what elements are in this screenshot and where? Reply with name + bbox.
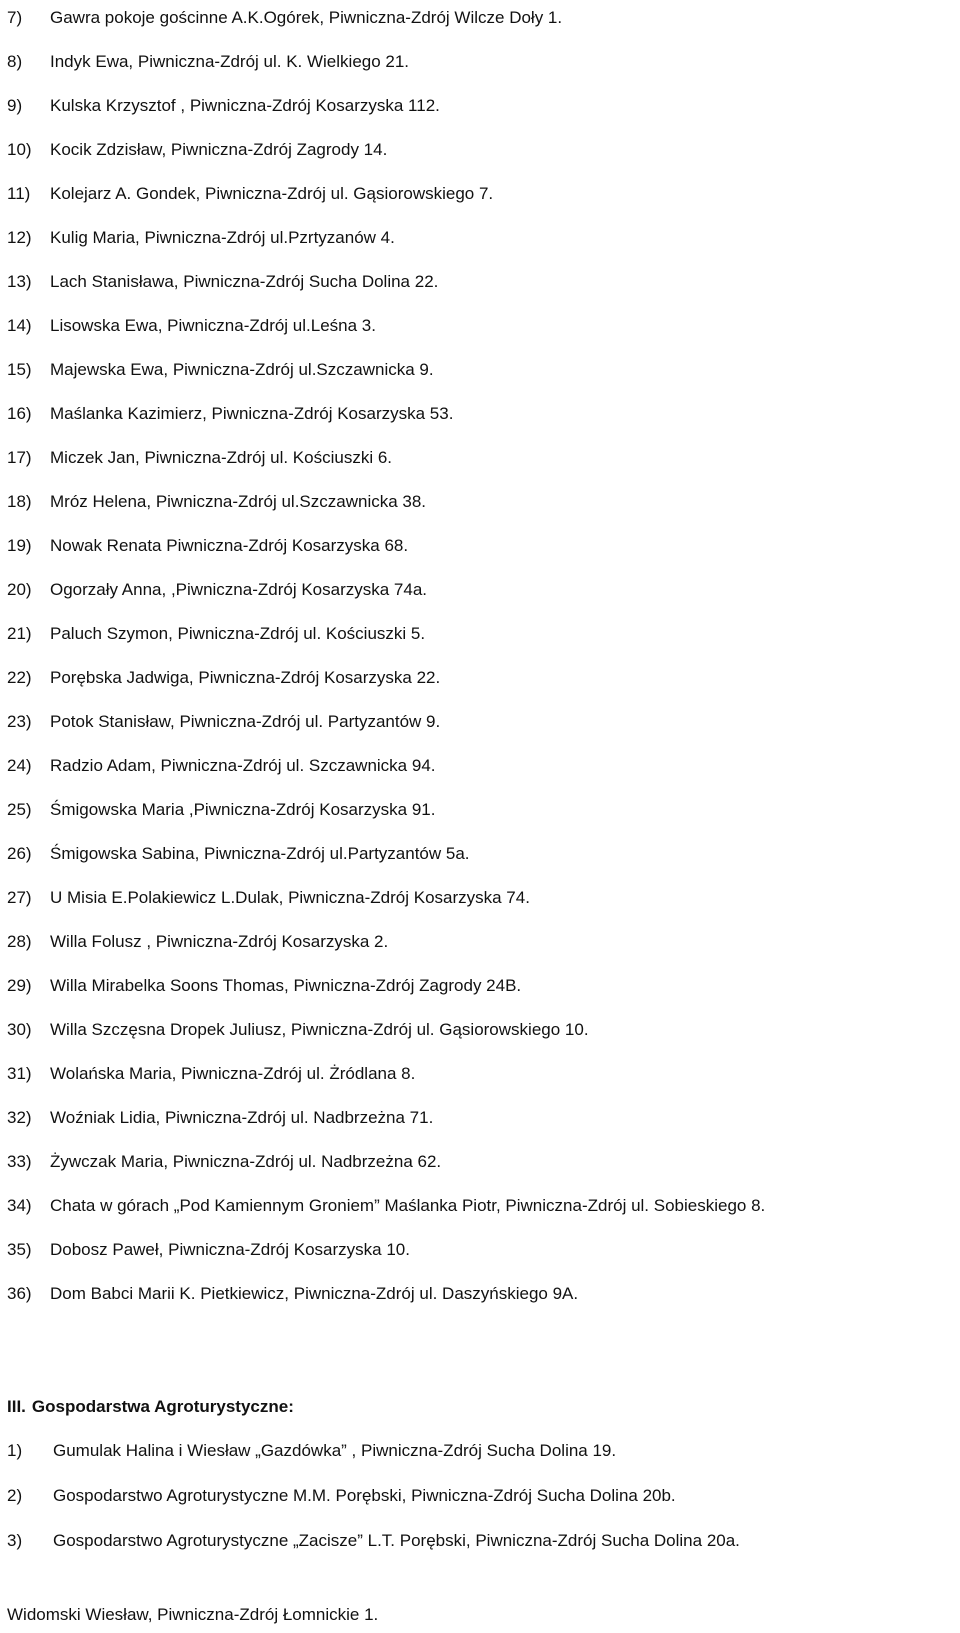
list-item xyxy=(7,445,392,471)
trailing-entry: Widomski Wiesław, Piwniczna-Zdrój Łomnickie 1. xyxy=(7,1605,379,1624)
list-item xyxy=(7,1237,410,1263)
item-text: Maślanka Kazimierz, Piwniczna-Zdrój Kosarzyska 53. xyxy=(50,404,454,423)
list-item xyxy=(7,489,426,515)
list-item xyxy=(7,973,521,999)
list-item xyxy=(7,93,440,119)
list-item xyxy=(7,1017,589,1043)
list-item xyxy=(7,1105,433,1131)
item-text: Wolańska Maria, Piwniczna-Zdrój ul. Żródlana 8. xyxy=(50,1064,416,1083)
item-text: Willa Folusz , Piwniczna-Zdrój Kosarzyska 2. xyxy=(50,932,389,951)
item-number: 28) xyxy=(7,932,32,951)
item-number: 24) xyxy=(7,756,32,775)
list-item xyxy=(7,357,434,383)
item-text: Dom Babci Marii K. Pietkiewicz, Piwniczna-Zdrój ul. Daszyńskiego 9A. xyxy=(50,1284,579,1303)
list-item xyxy=(7,137,387,163)
item-number: 9) xyxy=(7,96,23,115)
item-number: 22) xyxy=(7,668,32,687)
list-item xyxy=(7,1528,740,1554)
item-text: Kulska Krzysztof , Piwniczna-Zdrój Kosarzyska 112. xyxy=(50,96,440,115)
item-text: Nowak Renata Piwniczna-Zdrój Kosarzyska 68. xyxy=(50,536,409,555)
list-item xyxy=(7,1193,765,1219)
item-number: 18) xyxy=(7,492,32,511)
list-item xyxy=(7,5,562,31)
list-item xyxy=(7,665,440,691)
list-item xyxy=(7,885,530,911)
list-item xyxy=(7,577,427,603)
item-text: U Misia E.Polakiewicz L.Dulak, Piwniczna-Zdrój Kosarzyska 74. xyxy=(50,888,530,907)
item-number: 14) xyxy=(7,316,32,335)
item-number: 2) xyxy=(7,1486,23,1505)
list-item xyxy=(7,313,376,339)
section-title: Gospodarstwa Agroturystyczne: xyxy=(31,1397,294,1416)
list-item xyxy=(7,401,453,427)
item-number: 17) xyxy=(7,448,32,467)
section-heading xyxy=(7,1394,294,1420)
item-text: Śmigowska Sabina, Piwniczna-Zdrój ul.Partyzantów 5a. xyxy=(50,844,470,863)
item-number: 20) xyxy=(7,580,32,599)
list-item xyxy=(7,1483,676,1509)
item-text: Żywczak Maria, Piwniczna-Zdrój ul. Nadbrzeżna 62. xyxy=(50,1152,442,1171)
list-item xyxy=(7,49,409,75)
item-text: Paluch Szymon, Piwniczna-Zdrój ul. Kościuszki 5. xyxy=(50,624,426,643)
item-text: Porębska Jadwiga, Piwniczna-Zdrój Kosarzyska 22. xyxy=(50,668,441,687)
item-number: 21) xyxy=(7,624,32,643)
item-text: Kulig Maria, Piwniczna-Zdrój ul.Pzrtyzanów 4. xyxy=(50,228,395,247)
list-item xyxy=(7,929,388,955)
item-text: Śmigowska Maria ,Piwniczna-Zdrój Kosarzyska 91. xyxy=(50,800,436,819)
item-number: 13) xyxy=(7,272,32,291)
item-number: 8) xyxy=(7,52,23,71)
item-number: 19) xyxy=(7,536,32,555)
item-number: 3) xyxy=(7,1531,23,1550)
item-number: 1) xyxy=(7,1441,23,1460)
item-text: Lach Stanisława, Piwniczna-Zdrój Sucha Dolina 22. xyxy=(50,272,439,291)
item-text: Majewska Ewa, Piwniczna-Zdrój ul.Szczawnicka 9. xyxy=(50,360,434,379)
item-text: Potok Stanisław, Piwniczna-Zdrój ul. Partyzantów 9. xyxy=(50,712,441,731)
list-item xyxy=(7,1281,578,1307)
item-number: 10) xyxy=(7,140,32,159)
item-number: 32) xyxy=(7,1108,32,1127)
section-number: III. xyxy=(7,1397,26,1416)
item-number: 35) xyxy=(7,1240,32,1259)
item-number: 11) xyxy=(7,184,31,203)
item-number: 31) xyxy=(7,1064,32,1083)
item-text: Gospodarstwo Agroturystyczne „Zacisze” L.T. Porębski, Piwniczna-Zdrój Sucha Dolina 20a. xyxy=(53,1531,740,1550)
item-text: Miczek Jan, Piwniczna-Zdrój ul. Kościuszki 6. xyxy=(50,448,393,467)
item-text: Ogorzały Anna, ,Piwniczna-Zdrój Kosarzyska 74a. xyxy=(50,580,428,599)
item-number: 30) xyxy=(7,1020,32,1039)
item-text: Kocik Zdzisław, Piwniczna-Zdrój Zagrody 14. xyxy=(50,140,388,159)
item-text: Chata w górach „Pod Kamiennym Groniem” Maślanka Piotr, Piwniczna-Zdrój ul. Sobieskiego 8. xyxy=(50,1196,766,1215)
item-text: Mróz Helena, Piwniczna-Zdrój ul.Szczawnicka 38. xyxy=(50,492,427,511)
item-text: Gawra pokoje gościnne A.K.Ogórek, Piwniczna-Zdrój Wilcze Doły 1. xyxy=(50,8,563,27)
item-number: 26) xyxy=(7,844,32,863)
item-text: Lisowska Ewa, Piwniczna-Zdrój ul.Leśna 3. xyxy=(50,316,376,335)
item-text: Indyk Ewa, Piwniczna-Zdrój ul. K. Wielkiego 21. xyxy=(50,52,410,71)
item-text: Willa Szczęsna Dropek Juliusz, Piwniczna-Zdrój ul. Gąsiorowskiego 10. xyxy=(50,1020,589,1039)
item-text: Willa Mirabelka Soons Thomas, Piwniczna-Zdrój Zagrody 24B. xyxy=(50,976,522,995)
item-text: Radzio Adam, Piwniczna-Zdrój ul. Szczawnicka 94. xyxy=(50,756,436,775)
item-text: Woźniak Lidia, Piwniczna-Zdrój ul. Nadbrzeżna 71. xyxy=(50,1108,434,1127)
item-number: 12) xyxy=(7,228,32,247)
list-item xyxy=(7,181,493,207)
item-number: 23) xyxy=(7,712,32,731)
item-text: Gospodarstwo Agroturystyczne M.M. Porębski, Piwniczna-Zdrój Sucha Dolina 20b. xyxy=(53,1486,676,1505)
item-text: Dobosz Paweł, Piwniczna-Zdrój Kosarzyska 10. xyxy=(50,1240,410,1259)
item-number: 34) xyxy=(7,1196,32,1215)
list-item xyxy=(7,1438,616,1464)
list-item xyxy=(7,753,436,779)
item-number: 29) xyxy=(7,976,32,995)
item-number: 15) xyxy=(7,360,32,379)
list-item xyxy=(7,841,470,867)
list-item xyxy=(7,621,425,647)
list-item xyxy=(7,269,438,295)
list-item xyxy=(7,225,395,251)
list-item xyxy=(7,1061,415,1087)
list-item xyxy=(7,1149,441,1175)
item-text: Gumulak Halina i Wiesław „Gazdówka” , Piwniczna-Zdrój Sucha Dolina 19. xyxy=(53,1441,617,1460)
item-number: 36) xyxy=(7,1284,32,1303)
item-number: 16) xyxy=(7,404,32,423)
item-text: Kolejarz A. Gondek, Piwniczna-Zdrój ul. Gąsiorowskiego 7. xyxy=(50,184,494,203)
item-number: 25) xyxy=(7,800,32,819)
item-number: 33) xyxy=(7,1152,32,1171)
item-number: 27) xyxy=(7,888,32,907)
item-number: 7) xyxy=(7,8,23,27)
list-item xyxy=(7,533,408,559)
list-item xyxy=(7,709,440,735)
list-item xyxy=(7,797,435,823)
